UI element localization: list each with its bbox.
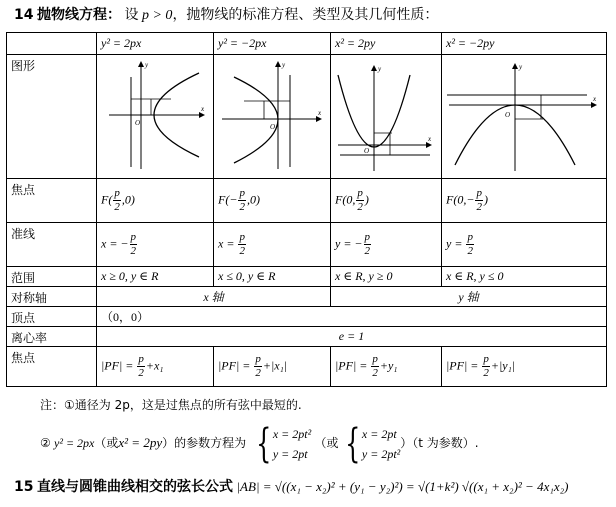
fraction-den: 2 [483,367,489,379]
focal-prefix: |PF| = [101,358,137,373]
focal-cell [214,347,331,387]
row-label: 对称轴 [7,287,97,307]
focus-suffix: ,0) [246,192,260,207]
left-brace: { [345,421,361,467]
focus-sign: − [466,192,475,207]
focal-suffix: +|x₁| [262,358,288,373]
fraction-den: 2 [239,245,245,257]
heading-condition: p > 0 [141,8,173,23]
fraction [482,354,490,379]
fraction-num: p [114,187,120,199]
fraction-num: p [364,231,371,243]
symmetry-cell: y 轴 [331,287,607,307]
range-cell: x ∈ R, y ≥ 0 [331,267,442,287]
focus-prefix: F(0, [335,192,356,207]
x-axis-label: x [201,104,205,113]
row-label: 图形 [7,55,97,179]
symmetry-row [7,287,607,307]
focal-cell [442,347,607,387]
x-axis-label: x [593,94,597,103]
fraction [238,188,246,213]
system-line: y = 2pt [272,447,308,461]
row-label: 准线 [7,223,97,267]
focal-prefix: |PF| = [218,358,254,373]
eccentricity-row [7,327,607,347]
fraction-num: p [483,353,489,365]
column-header: y² = −2px [214,33,331,55]
row-label: 焦点 [7,179,97,223]
table-header-row [7,33,607,55]
focal-prefix: |PF| = [446,358,482,373]
directrix-prefix: x = − [101,236,129,251]
param-system-2 [362,424,400,464]
range-cell: x ∈ R, y ≤ 0 [442,267,607,287]
focus-prefix: F(0, [446,192,467,207]
fraction-den: 2 [239,201,245,213]
fraction [371,354,379,379]
directrix-cell [97,223,214,267]
system-line: x = 2pt² [272,427,312,441]
fraction-den: 2 [357,201,363,213]
x-axis-label: x [428,134,432,143]
row-label: 焦点 [7,347,97,387]
fraction [137,354,145,379]
fraction-num: p [467,231,473,243]
parabola-properties-table [6,32,607,387]
origin-label: O [505,110,511,119]
fraction-den: 2 [476,201,482,213]
equation-1: y² = 2px [54,435,95,450]
focal-cell [97,347,214,387]
fraction-num: p [130,231,137,243]
note-parametric [40,421,479,467]
y-axis-arrow [138,61,144,67]
focal-suffix: +|y₁| [490,358,516,373]
origin-label: O [270,122,276,131]
fraction-den: 2 [467,245,473,257]
directrix-cell [442,223,607,267]
fraction-num: p [255,353,261,365]
focus-sign: − [229,192,238,207]
row-label: 顶点 [7,307,97,327]
fraction-num: p [372,353,378,365]
origin-label: O [135,118,141,127]
graph-cell [97,55,214,179]
parabola-curve [234,77,278,163]
y-axis-label: y [378,64,382,73]
parabola-up-graph [334,59,438,175]
section-15-heading [14,476,568,496]
graph-cell [331,55,442,179]
focal-suffix: +y₁ [379,358,398,373]
column-header: y² = 2px [97,33,214,55]
y-axis-label: y [519,62,523,71]
parabola-down-graph [445,59,603,175]
x-axis-label: x [318,108,322,117]
heading-rest: ，抛物线的标准方程、类型及其几何性质： [172,8,439,23]
section-title: 抛物线方程 [36,7,107,23]
focus-suffix: ,0) [121,192,135,207]
system-line: x = 2pt [361,427,397,441]
focus-cell [442,179,607,223]
fraction [130,232,138,257]
heading-lead: 设 [124,8,139,23]
left-brace: { [256,421,272,467]
header-empty-cell [7,33,97,55]
graph-cell [214,55,331,179]
fraction [254,354,262,379]
directrix-prefix: x = [218,236,238,251]
note-text: 注：①通径为 2p，这是过焦点的所有弦中最短的. [40,398,302,412]
focus-suffix: ) [483,192,488,207]
eccentricity-cell: e = 1 [97,327,607,347]
fraction-den: 2 [364,245,371,257]
fraction-den: 2 [255,367,261,379]
focal-prefix: |PF| = [335,358,371,373]
directrix-prefix: y = − [335,236,363,251]
focus-cell [97,179,214,223]
fraction-den: 2 [114,201,120,213]
y-axis-arrow [371,65,377,71]
note-connector: （或 [314,435,339,450]
focal-radius-row [7,347,607,387]
graph-cell [442,55,607,179]
y-axis-arrow [512,63,518,69]
note-connector: ）的参数方程为 [162,435,247,450]
note-tail: ）（t 为参数）. [400,435,479,450]
directrix-cell [214,223,331,267]
section-title: 直线与圆锥曲线相交的弦长公式 [36,479,233,495]
fraction-num: p [239,231,245,243]
row-label: 范围 [7,267,97,287]
section-14-heading [14,4,438,24]
vertex-row [7,307,607,327]
equation-2: x² = 2py [118,434,163,450]
range-cell: x ≥ 0, y ∈ R [97,267,214,287]
y-axis-arrow [275,61,281,67]
system-line: y = 2pt² [361,447,401,461]
fraction [466,232,474,257]
column-header: x² = −2py [442,33,607,55]
fraction [356,188,364,213]
fraction [113,188,121,213]
origin-label: O [364,146,370,155]
focal-suffix: +x₁ [145,358,164,373]
vertex-cell: （0，0） [97,307,607,327]
param-system-1 [273,424,311,464]
focus-row [7,179,607,223]
section-number: 14 [14,7,34,23]
fraction [475,188,483,213]
directrix-prefix: y = [446,236,466,251]
note-connector: （或 [94,435,119,450]
column-header: x² = 2py [331,33,442,55]
focus-cell [331,179,442,223]
fraction-num: p [239,187,245,199]
focus-cell [214,179,331,223]
y-axis-label: y [282,60,286,69]
fraction-num: p [138,353,144,365]
fraction-num: p [357,187,363,199]
fraction-den: 2 [138,367,144,379]
graph-row [7,55,607,179]
range-row [7,267,607,287]
note-circle-number: ② [40,435,51,450]
chord-length-formula: |AB| = √((x₁ − x₂)² + (y₁ − y₂)²) = √(1+k²) √((x₁ + x₂)² − 4x₁x₂) [236,479,569,494]
focus-prefix: F( [218,192,230,207]
symmetry-cell: x 轴 [97,287,331,307]
fraction [238,232,246,257]
section-number: 15 [14,479,34,495]
focal-cell [331,347,442,387]
focus-prefix: F( [101,192,113,207]
section-colon: ： [106,7,121,23]
focus-suffix: ) [364,192,369,207]
y-axis-label: y [145,60,149,69]
row-label: 离心率 [7,327,97,347]
parabola-left-graph [218,59,326,175]
fraction-den: 2 [130,245,137,257]
directrix-cell [331,223,442,267]
range-cell: x ≤ 0, y ∈ R [214,267,331,287]
directrix-row [7,223,607,267]
note-latus-rectum [40,396,302,413]
fraction-den: 2 [372,367,378,379]
fraction-num: p [476,187,482,199]
fraction [364,232,372,257]
parabola-right-graph [101,59,209,175]
